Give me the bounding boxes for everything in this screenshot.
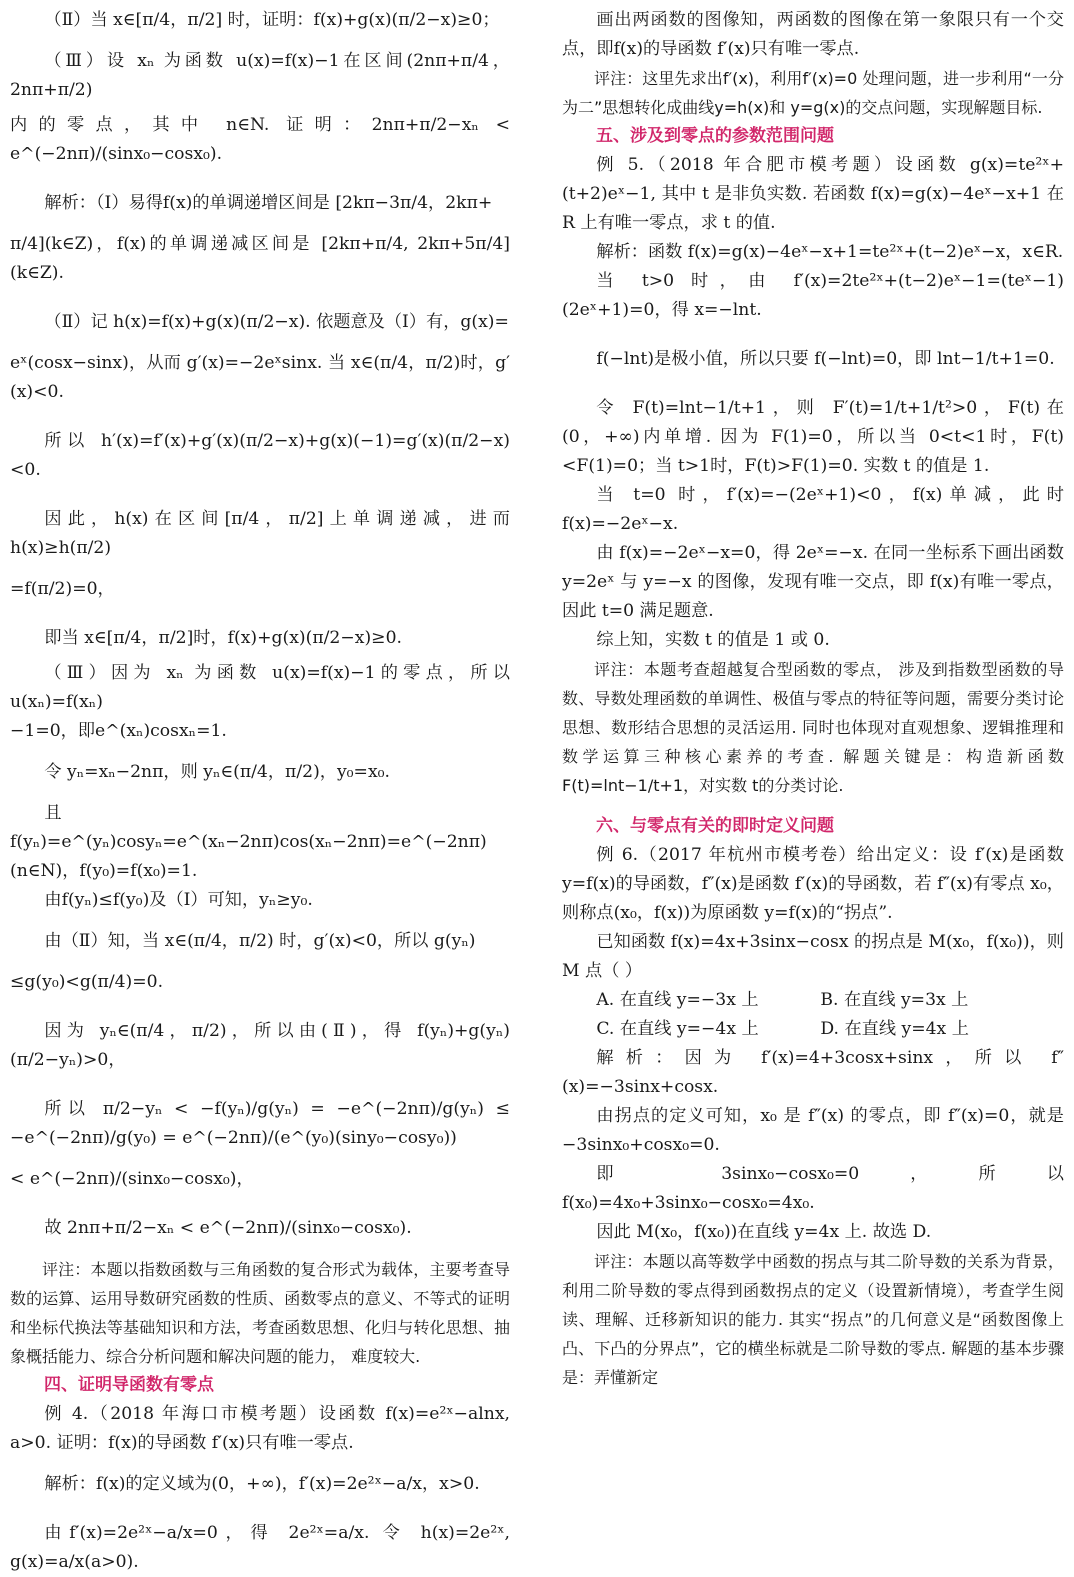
paragraph: 因此，h(x)在区间[π/4，π/2]上单调递减，进而 h(x)≥h(π/2) (10, 509, 510, 558)
paragraph: 故 2nπ+π/2−xₙ < e^(−2nπ)/(sinx₀−cosx₀). (44, 1218, 412, 1238)
paragraph: （Ⅲ）设 xₙ 为函数 u(x)=f(x)−1在区间(2nπ+π/4，2nπ+π/2) (10, 51, 510, 100)
paragraph-continuation: ≤g(y₀)<g(π/4)=0. (10, 972, 164, 992)
paragraph: 因为 yₙ∈(π/4，π/2)，所以由(Ⅱ)，得 f(yₙ)+g(yₙ)(π/2−yₙ)>0， (10, 1021, 510, 1070)
choice-option: C. 在直线 y=−4x 上 (596, 1019, 759, 1039)
paragraph: 由f(yₙ)≤f(y₀)及（Ⅰ）可知，yₙ≥y₀. (44, 890, 313, 910)
paragraph: 例 6.（2017 年杭州市模考卷）给出定义：设 f′(x)是函数 y=f(x)的导函数，f″(x)是函数 f′(x)的导函数，若 f″(x)有零点 x₀，则称点(x₀，f(x))为原函数 y=f(x)的“拐点”. (562, 845, 1064, 923)
comment-paragraph: 评注：本题以指数函数与三角函数的复合形式为载体，主要考查导数的运算、运用导数研究函数的性质、函数零点的意义、不等式的证明和坐标代换法等基础知识和方法，考查函数思想、化归与转化思想、抽象概括能力、综合分析问题和解决问题的能力， 难度较大. (10, 1260, 510, 1366)
comment-paragraph: 评注：本题以高等数学中函数的拐点与其二阶导数的关系为背景，利用二阶导数的零点得到函数拐点的定义（设置新情境），考查学生阅读、理解、迁移新知识的能力. 其实“拐点”的几何意义是“函数图像上凸、下凸的分界点”，它的横坐标就是二阶导数的零点. 解题的基本步骤是：弄懂新定 (562, 1252, 1064, 1387)
paragraph-continuation: =f(π/2)=0， (10, 579, 115, 599)
paragraph: 由 f(x)=−2eˣ−x=0，得 2eˣ=−x. 在同一坐标系下画出函数 y=2eˣ 与 y=−x 的图像，发现有唯一交点，即 f(x)有唯一零点，因此 t=0 满足题意. (562, 543, 1064, 621)
paragraph: 且f(yₙ)=e^(yₙ)cosyₙ=e^(xₙ−2nπ)cos(xₙ−2nπ)=e^(−2nπ)(n∈N)，f(y₀)=f(x₀)=1. (10, 803, 487, 881)
paragraph-continuation: −1=0，即e^(xₙ)cosxₙ=1. (10, 721, 227, 741)
left-column (10, 6, 510, 1577)
paragraph: 例 5.（2018 年合肥市模考题）设函数 g(x)=te²ˣ+(t+2)eˣ−1, 其中 t 是非负实数. 若函数 f(x)=g(x)−4eˣ−x+1 在 R 上有唯一零点，求 t 的值. (562, 155, 1064, 233)
paragraph: 解析：（Ⅰ）易得f(x)的单调递增区间是 [2kπ−3π/4，2kπ+ (44, 193, 493, 213)
paragraph: 令 F(t)=lnt−1/t+1，则 F′(t)=1/t+1/t²>0，F(t)在(0，+∞)内单增. 因为 F(1)=0，所以当 0<t<1时，F(t)<F(1)=0；当 t>1时，F(t)>F(1)=0. 实数 t 的值是 1. (562, 398, 1064, 476)
section-heading: 六、与零点有关的即时定义问题 (596, 816, 834, 836)
section-heading: 四、证明导函数有零点 (44, 1375, 214, 1395)
paragraph: 所以 π/2−yₙ < −f(yₙ)/g(yₙ) = −e^(−2nπ)/g(yₙ) ≤ −e^(−2nπ)/g(y₀) = e^(−2nπ)/(e^(y₀)(siny₀−cosy₀)) (10, 1099, 510, 1148)
paragraph: 所以 h′(x)=f′(x)+g′(x)(π/2−x)+g(x)(−1)=g′(x)(π/2−x)<0. (10, 431, 510, 480)
paragraph-continuation: eˣ(cosx−sinx)，从而 g′(x)=−2eˣsinx. 当 x∈(π/4，π/2)时，g′(x)<0. (10, 353, 510, 402)
paragraph: 已知函数 f(x)=4x+3sinx−cosx 的拐点是 M(x₀，f(x₀))，则 M 点（ ） (562, 932, 1064, 981)
paragraph: （Ⅲ）因为 xₙ 为函数 u(x)=f(x)−1的零点，所以 u(xₙ)=f(xₙ) (10, 663, 510, 712)
paragraph: 令 yₙ=xₙ−2nπ，则 yₙ∈(π/4，π/2)，y₀=x₀. (44, 762, 391, 782)
choice-row (562, 1015, 1064, 1044)
section-heading: 五、涉及到零点的参数范围问题 (596, 126, 834, 146)
comment-paragraph: 评注：本题考查超越复合型函数的零点， 涉及到指数型函数的导数、导数处理函数的单调性、极值与零点的特征等问题，需要分类讨论思想、数形结合思想的灵活运用. 同时也体现对直观想象、逻辑推理和数学运算三种核心素养的考查. 解题关键是：构造新函数F(t)=lnt−1/t+1，对实数 t的分类讨论. (562, 660, 1064, 795)
paragraph: 由（Ⅱ）知，当 x∈(π/4，π/2) 时，g′(x)<0，所以 g(yₙ) (44, 931, 476, 951)
paragraph: 解析：f(x)的定义域为(0，+∞)，f′(x)=2e²ˣ−a/x，x>0. (44, 1474, 480, 1494)
paragraph: 解析：函数 f(x)=g(x)−4eˣ−x+1=te²ˣ+(t−2)eˣ−x，x∈R. (596, 242, 1064, 262)
right-column (562, 6, 1064, 1392)
paragraph: f(−lnt)是极小值，所以只要 f(−lnt)=0，即 lnt−1/t+1=0. (596, 349, 1055, 369)
paragraph: 解析：因为 f′(x)=4+3cosx+sinx，所以 f″(x)=−3sinx+cosx. (562, 1048, 1064, 1097)
paragraph: 画出两函数的图像知，两函数的图像在第一象限只有一个交点，即f(x)的导函数 f′(x)只有唯一零点. (562, 10, 1064, 59)
paragraph: （Ⅱ）记 h(x)=f(x)+g(x)(π/2−x). 依题意及（Ⅰ）有，g(x)= (44, 312, 509, 332)
paragraph: 即 3sinx₀−cosx₀=0，所以 f(x₀)=4x₀+3sinx₀−cosx₀=4x₀. (562, 1164, 1064, 1213)
paragraph: （Ⅱ）当 x∈[π/4，π/2] 时，证明：f(x)+g(x)(π/2−x)≥0； (44, 10, 500, 30)
choice-row (562, 986, 1064, 1015)
paragraph-continuation: < e^(−2nπ)/(sinx₀−cosx₀)， (10, 1169, 254, 1189)
paragraph: 即当 x∈[π/4，π/2]时，f(x)+g(x)(π/2−x)≥0. (44, 628, 402, 648)
paragraph: 由f′(x)=2e²ˣ−a/x=0，得 2e²ˣ=a/x. 令 h(x)=2e²ˣ, g(x)=a/x(a>0). (10, 1523, 510, 1572)
paragraph: 由拐点的定义可知，x₀ 是 f″(x) 的零点，即 f″(x)=0，就是−3sinx₀+cosx₀=0. (562, 1106, 1064, 1155)
paragraph: 当 t=0 时，f′(x)=−(2eˣ+1)<0，f(x)单减，此时 f(x)=−2eˣ−x. (562, 485, 1064, 534)
choice-option: B. 在直线 y=3x 上 (820, 990, 969, 1010)
choice-option: A. 在直线 y=−3x 上 (596, 990, 759, 1010)
paragraph: 当 t>0 时，由 f′(x)=2te²ˣ+(t−2)eˣ−1=(teˣ−1)(2eˣ+1)=0，得 x=−lnt. (562, 271, 1064, 320)
paragraph-continuation: 内的零点，其中 n∈N. 证明：2nπ+π/2−xₙ < e^(−2nπ)/(sinx₀−cosx₀). (10, 115, 510, 164)
paragraph: 因此 M(x₀，f(x₀))在直线 y=4x 上. 故选 D. (596, 1222, 932, 1242)
choice-option: D. 在直线 y=4x 上 (820, 1019, 969, 1039)
paragraph: 例 4.（2018 年海口市模考题）设函数 f(x)=e²ˣ−alnx, a>0. 证明：f(x)的导函数 f′(x)只有唯一零点. (10, 1404, 510, 1453)
comment-paragraph: 评注：这里先求出f′(x)，利用f′(x)=0 处理问题，进一步利用“一分为二”思想转化成曲线y=h(x)和 y=g(x)的交点问题，实现解题目标. (562, 69, 1064, 117)
paragraph-continuation: π/4](k∈Z)，f(x)的单调递减区间是 [2kπ+π/4, 2kπ+5π/4](k∈Z). (10, 234, 510, 283)
paragraph: 综上知，实数 t 的值是 1 或 0. (596, 630, 830, 650)
